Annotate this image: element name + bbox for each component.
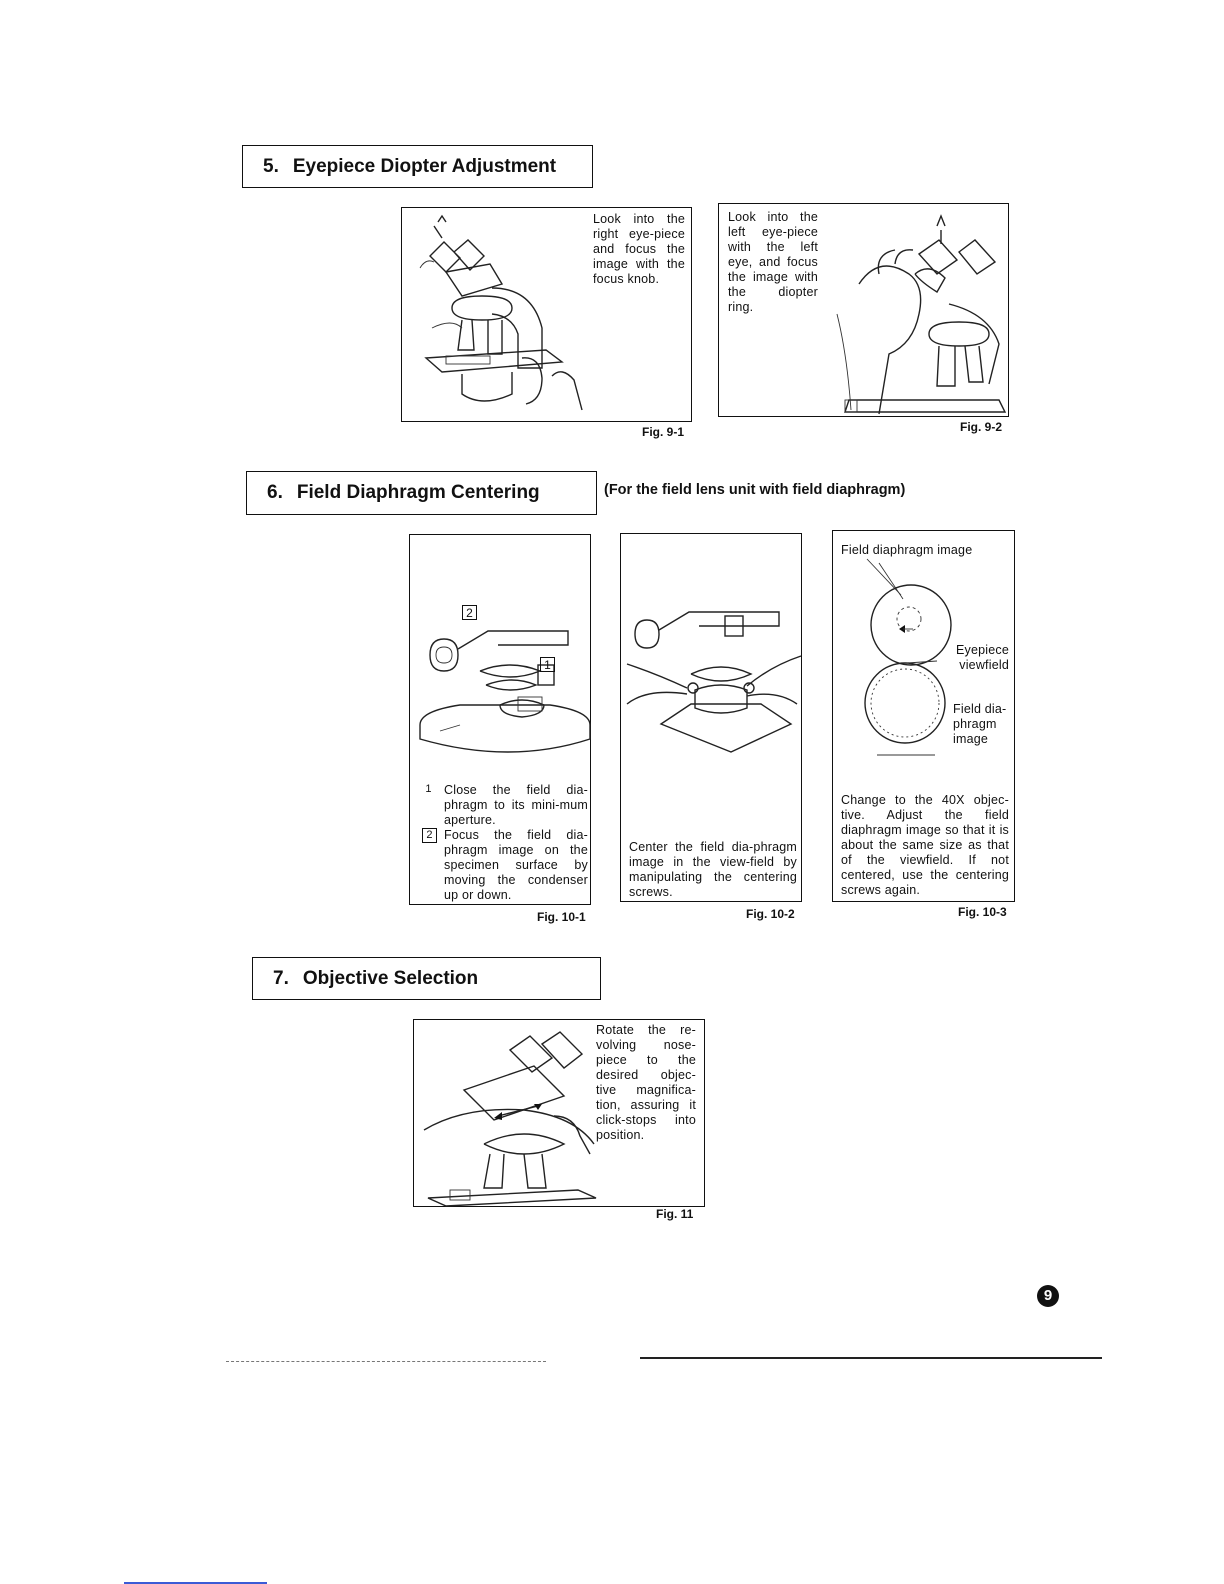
fig-10-1-text: [422, 783, 588, 903]
step-number: 1: [425, 783, 432, 795]
fig-9-2-caption: Fig. 9-2: [960, 420, 1003, 434]
step-text: Focus the field dia-phragm image on the specimen surface by moving the condenser up or down.: [444, 828, 588, 902]
fig-11-text: Rotate the re-volving nose-piece to the desired objec-tive magnifica-tion, assuring it click-stops into position.: [596, 1023, 696, 1142]
figure-9-1: [401, 207, 692, 422]
step-1: [422, 783, 588, 828]
step-2: [422, 828, 588, 903]
fig-10-3-caption: Fig. 10-3: [958, 905, 1007, 919]
fig-10-3-top-label: Field diaphragm image: [841, 543, 973, 557]
fig-9-1-caption: Fig. 9-1: [642, 425, 685, 439]
section-6-note: (For the field lens unit with field diaphragm): [604, 482, 906, 498]
fig-10-3-eyepiece-label: Eyepiece viewfield: [955, 643, 1009, 672]
fig-9-2-text: Look into the left eye-piece with the left eye, and focus the image with the diopter ring.: [728, 210, 818, 314]
centering-screws-illustration: [621, 594, 801, 764]
fig-9-1-text: Look into the right eye-piece and focus the image with the focus knob.: [593, 212, 685, 286]
section-title: Eyepiece Diopter Adjustment: [292, 155, 557, 177]
section-7-heading: [252, 957, 601, 1000]
section-title: Objective Selection: [302, 967, 479, 989]
figure-10-3: [832, 530, 1015, 902]
section-5-heading: [242, 145, 593, 188]
bottom-rule-left: [226, 1361, 546, 1362]
step-number: 2: [422, 828, 437, 843]
page-number-badge: 9: [1037, 1285, 1059, 1307]
microscope-left-eyepiece-hand-illustration: [819, 204, 1009, 416]
revolving-nosepiece-illustration: [414, 1020, 596, 1206]
callout-2: 2: [462, 605, 477, 620]
fig-10-1-caption: Fig. 10-1: [537, 910, 586, 924]
bottom-rule-right: [640, 1357, 1102, 1359]
section-number: 6.: [267, 482, 283, 503]
condenser-illustration: [410, 575, 590, 765]
section-title: Field Diaphragm Centering: [296, 482, 540, 503]
fig-10-2-text: Center the field dia-phragm image in the view-field by manipulating the centering screws.: [629, 840, 797, 899]
section-number: 7.: [273, 967, 289, 989]
figure-11: [413, 1019, 705, 1207]
fig-10-2-caption: Fig. 10-2: [746, 907, 795, 921]
fig-10-3-field-label: Field dia-phragm image: [953, 702, 1007, 746]
callout-1: 1: [540, 657, 555, 672]
fig-11-caption: Fig. 11: [656, 1207, 694, 1221]
figure-9-2: [718, 203, 1009, 417]
figure-10-2: [620, 533, 802, 902]
section-number: 5.: [263, 155, 279, 177]
figure-10-1: [409, 534, 591, 905]
microscope-right-eyepiece-illustration: [402, 208, 592, 420]
section-6-heading: [246, 471, 597, 515]
step-text: Close the field dia-phragm to its mini-mum aperture.: [444, 783, 588, 827]
fig-10-3-text: Change to the 40X objec-tive. Adjust the field diaphragm image so that it is about the same size as that of the viewfield. If not centered, use the centering screws again.: [841, 793, 1009, 897]
